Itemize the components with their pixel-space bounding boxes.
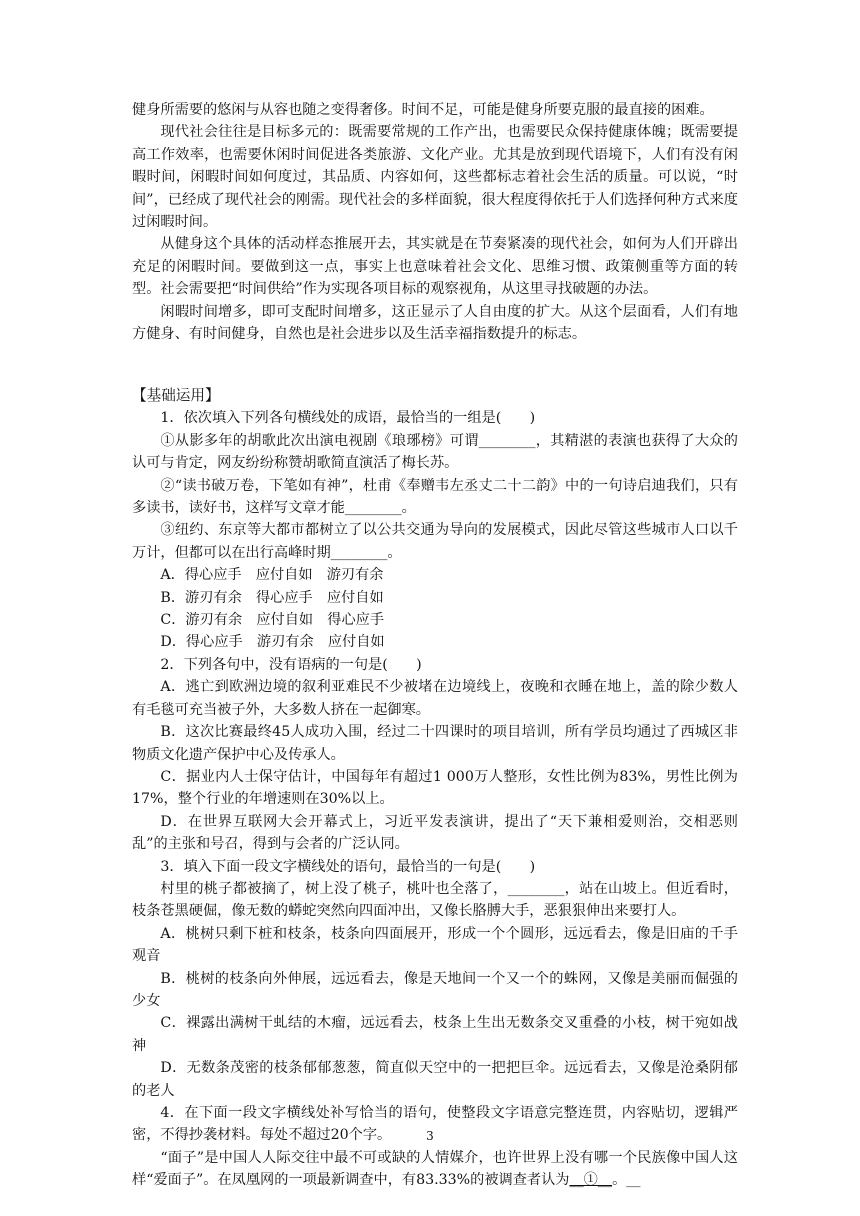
- question-3: [132, 856, 738, 1102]
- option-a: A．逃亡到欧洲边境的叙利亚难民不少被堵在边境线上，夜晚和衣睡在地上，盖的除少数人有毛毯可充当被子外，大多数人挤在一起御寒。: [132, 679, 738, 718]
- option-c: C．裸露出满树干虬结的木瘤，远远看去，枝条上生出无数条交叉重叠的小枝，树干宛如战神: [132, 1015, 738, 1054]
- question-text-body: “面子”是中国人人际交往中最不可或缺的人情媒介，也许世界上没有哪一个民族像中国人这样“爱面子”。在凤凰网的一项最新调查中，有83.33%的被调查者认为: [132, 1149, 738, 1189]
- option-d: D．在世界互联网大会开幕式上，习近平发表演讲，提出了“天下兼相爱则治，交相恶则乱”的主张和号召，得到与会者的广泛认同。: [132, 813, 738, 853]
- option-c: C．游刃有余 应付自如 得心应手: [160, 612, 385, 629]
- option-b: B．桃树的枝条向外伸展，远远看去，像是天地间一个又一个的蛛网，又像是美丽而倔强的少女: [132, 970, 738, 1009]
- option-d: D．得心应手 游刃有余 应付自如: [160, 634, 385, 651]
- passage-paragraph: 闲暇时间增多，即可支配时间增多，这正显示了人自由度的扩大。从这个层面看，人们有地方健身、有时间健身，自然也是社会进步以及生活幸福指数提升的标志。: [132, 303, 738, 343]
- question-stem: 3．填入下面一段文字横线处的语句，最恰当的一句是( ): [160, 858, 536, 875]
- question-text-tail: 。__: [612, 1172, 641, 1189]
- exercise-section: [132, 385, 738, 1192]
- option-a: A．得心应手 应付自如 游刃有余: [160, 567, 384, 584]
- option-d: D．无数条茂密的枝条郁郁葱葱，简直似天空中的一把把巨伞。远远看去，又像是沧桑阴郁的老人: [132, 1060, 738, 1099]
- option-b: B．游刃有余 得心应手 应付自如: [160, 589, 384, 606]
- question-sentence: ②“读书破万卷，下笔如有神”，杜甫《奉赠韦左丞丈二十二韵》中的一句诗启迪我们，只有多读书，读好书，这样写文章才能________。: [132, 477, 738, 517]
- section-title: 【基础运用】: [132, 387, 220, 404]
- question-text: [132, 1147, 738, 1192]
- passage-paragraph: 现代社会往往是目标多元的：既需要常规的工作产出，也需要民众保持健康体魄；既需要提高工作效率，也需要休闲时间促进各类旅游、文化产业。尤其是放到现代语境下，人们有没有闲暇时间，闲暇时间如何度过，其品质、内容如何，这些都标志着社会生活的质量。可以说，“时间”，已经成了现代社会的刚需。现代社会的多样面貌，很大程度得依托于人们选择何种方式来度过闲暇时间。: [132, 124, 738, 231]
- question-2: [132, 654, 738, 856]
- option-b: B．这次比赛最终45人成功入围，经过二十四课时的项目培训，所有学员均通过了西城区非物质文化遗产保护中心及传承人。: [132, 724, 738, 763]
- passage-paragraph: 从健身这个具体的活动样态推展开去，其实就是在节奏紧凑的现代社会，如何为人们开辟出充足的闲暇时间。要做到这一点，事实上也意味着社会文化、思维习惯、政策侧重等方面的转型。社会需要把“时间供给”作为实现各项目标的观察视角，从这里寻找破题的办法。: [132, 236, 738, 298]
- reading-passage: [132, 99, 738, 345]
- question-text: 村里的桃子都被摘了，树上没了桃子，桃叶也全落了，________，站在山坡上。但近看时，枝条苍黑硬倔，像无数的蟒蛇突然向四面冲出，又像长胳膊大手，恶狠狠伸出来要打人。: [132, 880, 738, 920]
- question-4: [132, 1102, 738, 1192]
- page-number: 3: [426, 1129, 434, 1143]
- question-stem: 1．依次填入下列各句横线处的成语，最恰当的一组是( ): [160, 410, 536, 427]
- option-c: C．据业内人士保守估计，中国每年有超过1 000万人整形，女性比例为83%，男性比例为17%，整个行业的年增速则在30%以上。: [132, 768, 738, 808]
- question-sentence: ③纽约、东京等大都市都树立了以公共交通为导向的发展模式，因此尽管这些城市人口以千万计，但都可以在出行高峰时期________。: [132, 522, 738, 561]
- question-1: [132, 407, 738, 653]
- passage-paragraph: 健身所需要的悠闲与从容也随之变得奢侈。时间不足，可能是健身所要克服的最直接的困难。: [132, 102, 714, 118]
- answer-blank-1: __①__: [569, 1172, 613, 1189]
- question-stem: 4．在下面一段文字横线处补写恰当的语句，使整段文字语意完整连贯，内容贴切，逻辑严密，不得抄袭材料。每处不超过20个字。: [132, 1105, 738, 1144]
- question-sentence: ①从影多年的胡歌此次出演电视剧《琅琊榜》可谓________，其精湛的表演也获得了大众的认可与肯定，网友纷纷称赞胡歌简直演活了梅长苏。: [132, 432, 738, 472]
- option-a: A．桃树只剩下桩和枝条，枝条向四面展开，形成一个个圆形，远远看去，像是旧庙的千手观音: [132, 925, 738, 965]
- question-stem: 2．下列各句中，没有语病的一句是( ): [160, 656, 422, 673]
